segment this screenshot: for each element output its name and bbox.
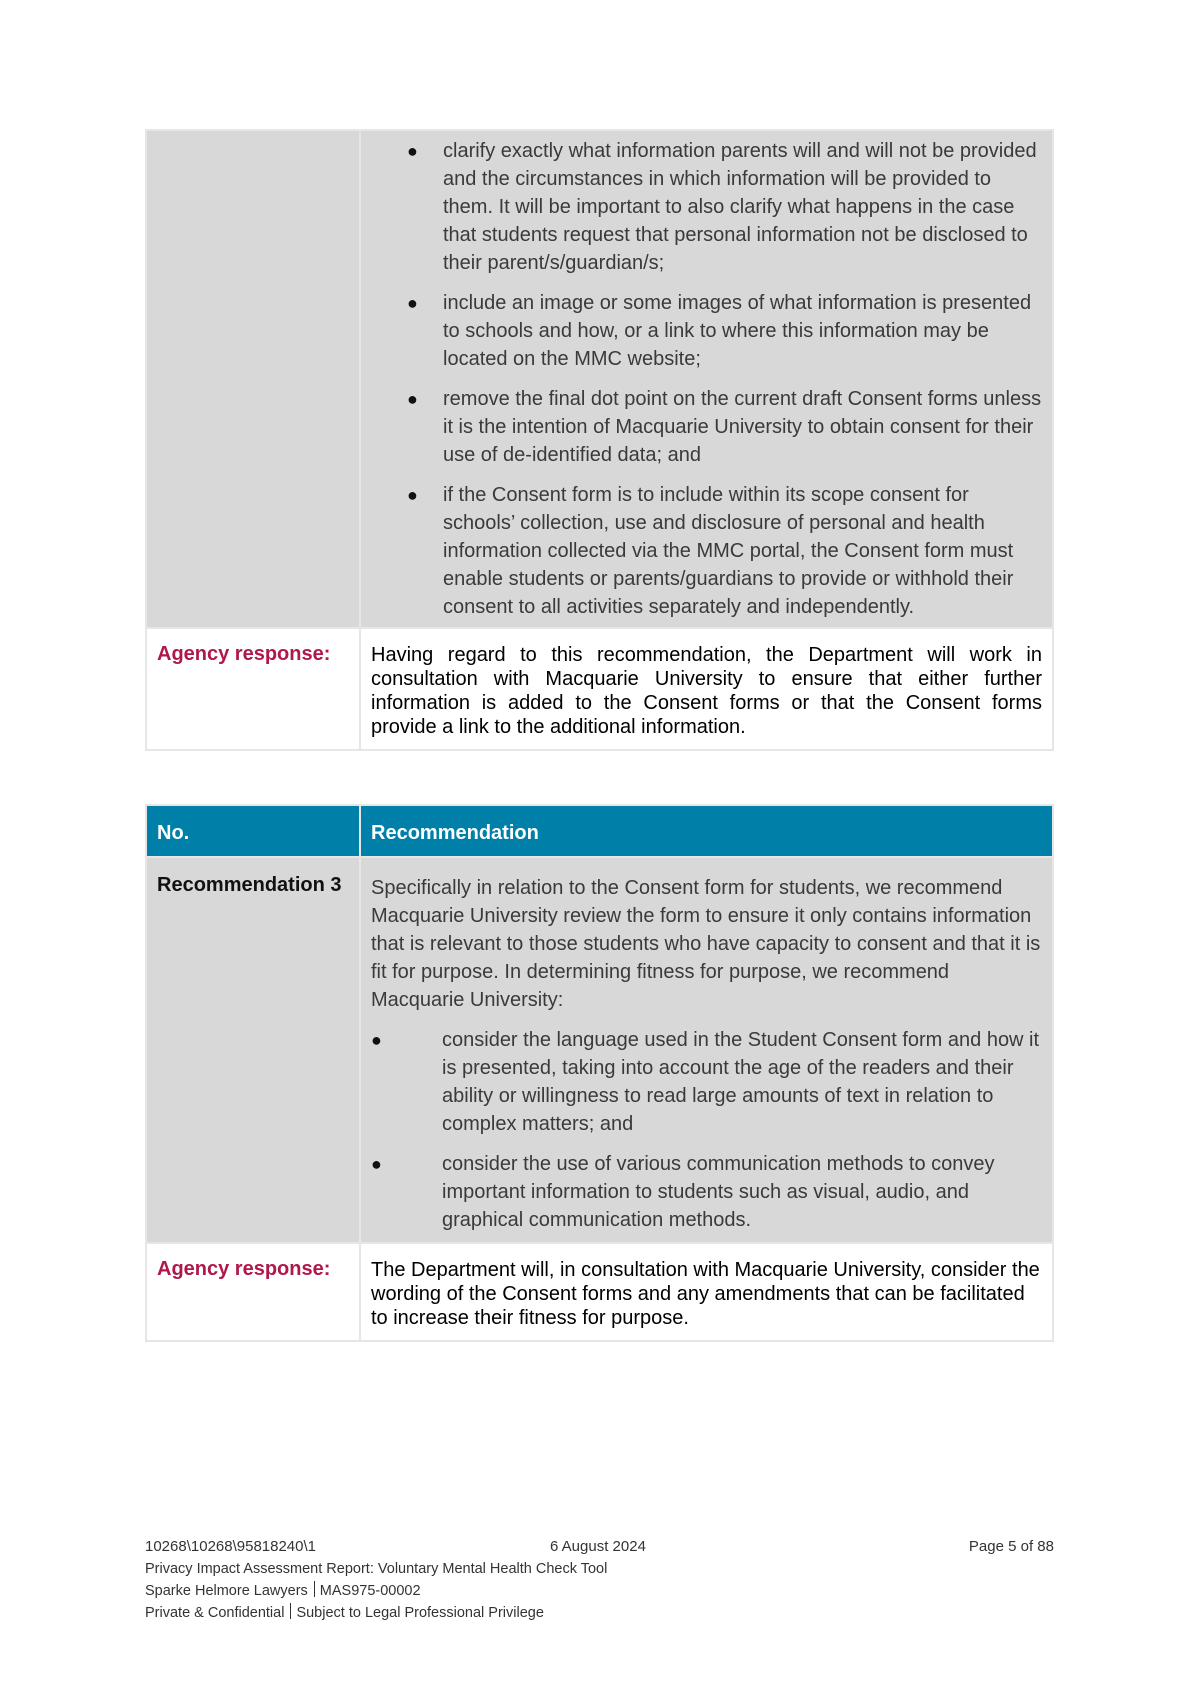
list-item: [371, 385, 1042, 469]
bullet-icon: ●: [407, 389, 418, 409]
recommendation-number: Recommendation 3: [146, 857, 360, 1243]
list-item: [371, 137, 1042, 277]
recommendation-intro: Specifically in relation to the Consent form for students, we recommend Macquarie University review the form to ensure it only contains information that is relevant to those students who have capacity to consent and that it is fit for purpose. In determining fitness for purpose, we recommend Macquarie University:: [371, 877, 1041, 1011]
privilege-notice: Subject to Legal Professional Privilege: [296, 1605, 544, 1621]
footer-row-3: [145, 1580, 1054, 1602]
document-date: 6 August 2024: [550, 1538, 646, 1555]
bullet-text: remove the final dot point on the current draft Consent forms unless it is the intention of Macquarie University to obtain consent for their use of de-identified data; and: [443, 388, 1042, 466]
footer-row-4: [145, 1602, 1054, 1624]
confidentiality: Private & Confidential: [145, 1605, 285, 1621]
empty-label-cell: [146, 130, 360, 628]
agency-response-text: Having regard to this recommendation, the Department will work in consultation with Macquarie University to ensure that either further information is added to the Consent forms or that the Consent forms provide a link to the additional information.: [360, 628, 1053, 750]
list-item: [371, 1026, 1042, 1138]
bullet-icon: ●: [371, 1030, 382, 1050]
bullet-text: consider the language used in the Student Consent form and how it is presented, taking into account the age of the readers and their ability or willingness to read large amounts of text in relation to complex matters; and: [442, 1029, 1040, 1135]
bullet-icon: ●: [407, 293, 418, 313]
recommendation-bullet-list: [371, 1026, 1042, 1234]
footer-row-1: [145, 1536, 1054, 1558]
recommendation-bullets-cell: [360, 130, 1053, 628]
header-no: No.: [146, 805, 360, 857]
recommendation-body-cell: [360, 857, 1053, 1243]
separator: [290, 1603, 291, 1619]
bullet-text: clarify exactly what information parents will and will not be provided and the circumstances in which information will be provided to them. It will be important to also clarify what happens in the case that students request that personal information not be disclosed to their parent/s/guardian/s;: [443, 140, 1037, 274]
recommendation-table-continued: [145, 129, 1054, 751]
list-item: [371, 481, 1042, 621]
agency-response-label: Agency response:: [146, 628, 360, 750]
bullet-icon: ●: [371, 1154, 382, 1174]
page-number: Page 5 of 88: [968, 1538, 1054, 1555]
document-id: 10268\10268\95818240\1: [145, 1538, 317, 1555]
bullet-text: include an image or some images of what information is presented to schools and how, or a link to where this information may be located on the MMC website;: [443, 292, 1032, 370]
agency-response-label: Agency response:: [146, 1243, 360, 1341]
bullet-icon: ●: [407, 141, 418, 161]
firm-name: Sparke Helmore Lawyers: [145, 1583, 308, 1599]
agency-response-text: The Department will, in consultation with Macquarie University, consider the wording of the Consent forms and any amendments that can be facilitated to increase their fitness for purpose.: [360, 1243, 1053, 1341]
matter-number: MAS975-00002: [319, 1583, 421, 1599]
bullet-icon: ●: [407, 485, 418, 505]
list-item: [371, 1150, 1042, 1234]
header-recommendation: Recommendation: [360, 805, 1053, 857]
list-item: [371, 289, 1042, 373]
bullet-text: if the Consent form is to include within its scope consent for schools’ collection, use and disclosure of personal and health information collected via the MMC portal, the Consent form must enable students or parents/guardians to provide or withhold their consent to all activities separately and independently.: [443, 484, 1014, 618]
recommendation-3-table: [145, 804, 1054, 1342]
page-footer: [145, 1536, 1054, 1624]
recommendation-bullet-list: [371, 137, 1042, 621]
separator: [314, 1581, 315, 1597]
report-title: Privacy Impact Assessment Report: Voluntary Mental Health Check Tool: [145, 1561, 608, 1577]
bullet-text: consider the use of various communication methods to convey important information to students such as visual, audio, and graphical communication methods.: [442, 1153, 995, 1231]
